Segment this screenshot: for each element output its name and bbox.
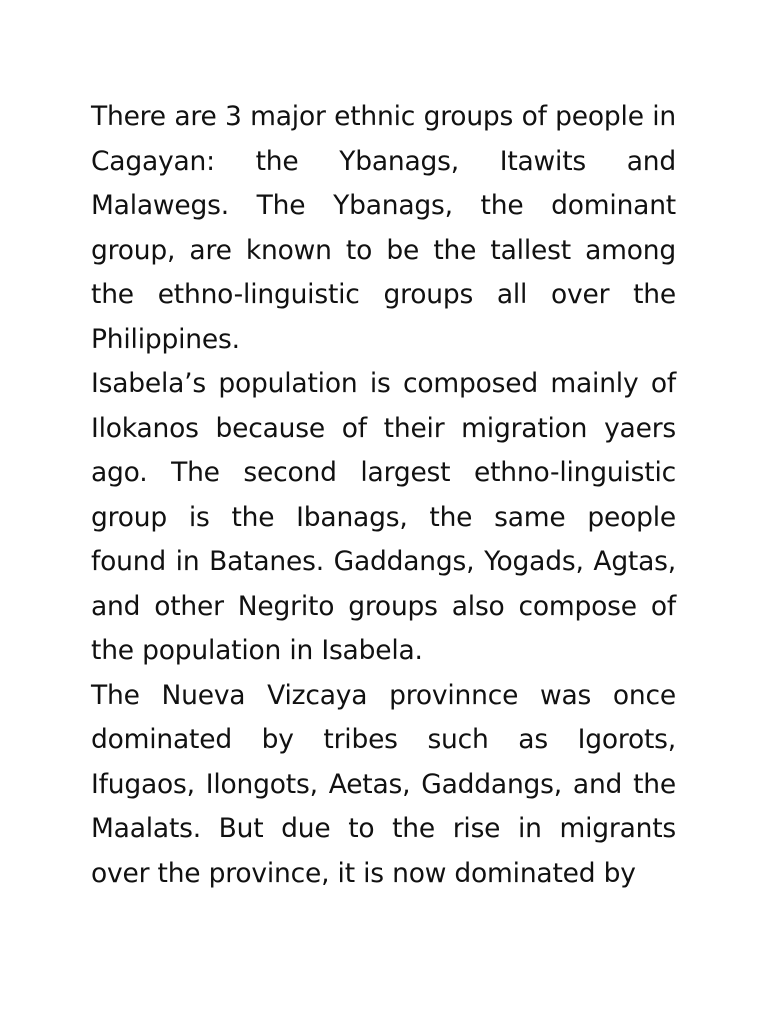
paragraph-cagayan: There are 3 major ethnic groups of people in Cagayan: the Ybanags, Itawits and Malawegs. The Ybanags, the dominant group, are known to be the tallest among the ethno-linguistic groups all over the Philippines. (91, 101, 676, 355)
paragraph-isabela: Isabela’s population is composed mainly of Ilokanos because of their migration yaers ago. The second largest ethno-linguistic group is the Ibanags, the same people found in Batanes. Gaddangs, Yogads, Agtas, and other Negrito groups also compose of the population in Isabela. (91, 368, 676, 666)
paragraph-nueva-vizcaya: The Nueva Vizcaya provinnce was once dominated by tribes such as Igorots, Ifugaos, Ilongots, Aetas, Gaddangs, and the Maalats. But due to the rise in migrants over the province, it is now dominated by (91, 679, 676, 889)
document-body (91, 95, 676, 896)
